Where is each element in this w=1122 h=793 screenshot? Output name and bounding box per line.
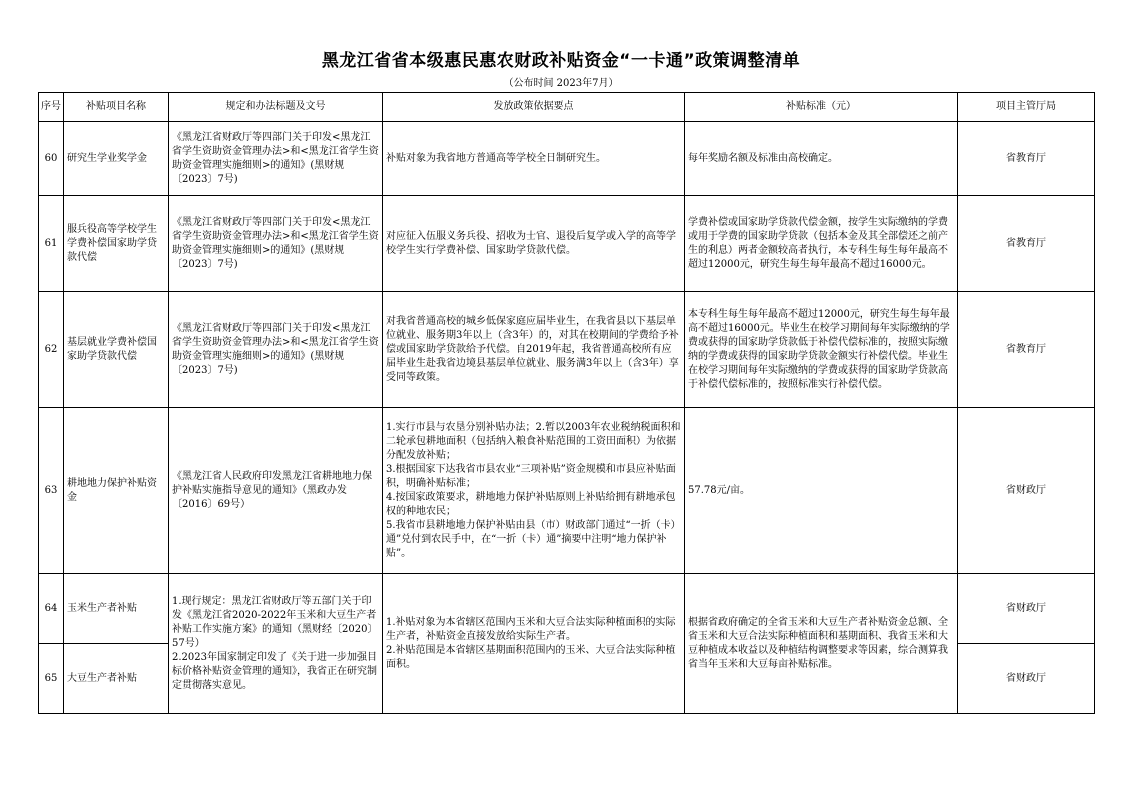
- standard-cell: 每年奖励名额及标准由高校确定。: [685, 122, 958, 196]
- standard-cell: 57.78元/亩。: [685, 408, 958, 574]
- basis-cell: 对我省普通高校的城乡低保家庭应届毕业生，在我省县以下基层单位就业、服务期3年以上（含3年）的，对其在校期间的学费给予补偿或国家助学贷款给予代偿。自2019年起，我省普通高校所有应届毕业生赴我省边境县基层单位就业、服务满3年以上（含3年）享受同等政策。: [383, 292, 685, 408]
- basis-cell: 补贴对象为我省地方普通高等学校全日制研究生。: [383, 122, 685, 196]
- name-cell: 研究生学业奖学金: [64, 122, 169, 196]
- header-regulation: 规定和办法标题及文号: [169, 93, 383, 122]
- dept-cell: 省教育厅: [958, 196, 1095, 292]
- policy-table: [38, 92, 1095, 714]
- regulation-cell-merged: 1.现行规定：黑龙江省财政厅等五部门关于印发《黑龙江省2020-2022年玉米和大豆生产者补贴工作实施方案》的通知（黑财经〔2020〕57号） 2.2023年国家制定印发了《关于进一步加强目标价格补贴资金管理的通知》，我省正在研究制定贯彻落实意见。: [169, 574, 383, 714]
- table-row: [39, 292, 1095, 408]
- dept-cell: 省财政厅: [958, 574, 1095, 644]
- page-title: 黑龙江省省本级惠民惠农财政补贴资金“一卡通”政策调整清单: [321, 51, 801, 71]
- table-row: [39, 408, 1095, 574]
- seq-cell: 63: [39, 408, 64, 574]
- basis-cell: 1.实行市县与农垦分别补贴办法；2.暂以2003年农业税纳税面积和二轮承包耕地面积（包括纳入粮食补贴范围的工资田面积）为依据分配发放补贴； 3.根据国家下达我省市县农业“三项补贴”资金规模和市县应补贴面积，明确补贴标准； 4.按国家政策要求，耕地地力保护补贴原则上补贴给拥有耕地承包权的种地农民； 5.我省市县耕地地力保护补贴由县（市）财政部门通过“一折（卡）通”兑付到农民手中，在“一折（卡）通”摘要中注明“地力保护补贴”。: [383, 408, 685, 574]
- table-row: [39, 122, 1095, 196]
- dept-cell: 省教育厅: [958, 292, 1095, 408]
- regulation-cell: 《黑龙江省财政厅等四部门关于印发<黑龙江省学生资助资金管理办法>和<黑龙江省学生资助资金管理实施细则>的通知》(黑财规〔2023〕7号): [169, 122, 383, 196]
- dept-cell: 省财政厅: [958, 408, 1095, 574]
- basis-cell: 对应征入伍服义务兵役、招收为士官、退役后复学或入学的高等学校学生实行学费补偿、国家助学贷款代偿。: [383, 196, 685, 292]
- header-basis: 发放政策依据要点: [383, 93, 685, 122]
- seq-cell: 60: [39, 122, 64, 196]
- table-row: [39, 196, 1095, 292]
- header-name: 补贴项目名称: [64, 93, 169, 122]
- seq-cell: 64: [39, 574, 64, 644]
- dept-cell: 省财政厅: [958, 644, 1095, 714]
- publish-date: （公布时间 2023年7月）: [503, 78, 619, 89]
- seq-cell: 61: [39, 196, 64, 292]
- table-row: [39, 574, 1095, 644]
- regulation-cell: 《黑龙江省财政厅等四部门关于印发<黑龙江省学生资助资金管理办法>和<黑龙江省学生资助资金管理实施细则>的通知》(黑财规〔2023〕7号): [169, 196, 383, 292]
- header-seq: 序号: [39, 93, 64, 122]
- regulation-cell: 《黑龙江省财政厅等四部门关于印发<黑龙江省学生资助资金管理办法>和<黑龙江省学生资助资金管理实施细则>的通知》(黑财规〔2023〕7号): [169, 292, 383, 408]
- standard-cell: 本专科生每生每年最高不超过12000元，研究生每生每年最高不超过16000元。毕业生在校学习期间每年实际缴纳的学费或获得的国家助学贷款低于补偿代偿标准的，按照实际缴纳的学费或获得的国家助学贷款金额实行补偿代偿。毕业生在校学习期间每年实际缴纳的学费或获得的国家助学贷款高于补偿代偿标准的，按照标准实行补偿代偿。: [685, 292, 958, 408]
- standard-cell: 学费补偿或国家助学贷款代偿金额，按学生实际缴纳的学费或用于学费的国家助学贷款（包括本金及其全部偿还之前产生的利息）两者金额较高者执行，本专科生每生每年最高不超过12000元，研究生每生每年最高不超过16000元。: [685, 196, 958, 292]
- standard-cell-merged: 根据省政府确定的全省玉米和大豆生产者补贴资金总额、全省玉米和大豆合法实际种植面积和基期面积、我省玉米和大豆种植成本收益以及种植结构调整要求等因素，综合测算我省当年玉米和大豆每亩补贴标准。: [685, 574, 958, 714]
- header-standard: 补贴标准（元）: [685, 93, 958, 122]
- seq-cell: 65: [39, 644, 64, 714]
- name-cell: 大豆生产者补贴: [64, 644, 169, 714]
- dept-cell: 省教育厅: [958, 122, 1095, 196]
- seq-cell: 62: [39, 292, 64, 408]
- name-cell: 耕地地力保护补贴资金: [64, 408, 169, 574]
- regulation-cell: 《黑龙江省人民政府印发黑龙江省耕地地力保护补贴实施指导意见的通知》（黑政办发〔2016〕69号）: [169, 408, 383, 574]
- name-cell: 基层就业学费补偿国家助学贷款代偿: [64, 292, 169, 408]
- basis-cell-merged: 1.补贴对象为本省辖区范围内玉米和大豆合法实际种植面积的实际生产者，补贴资金直接发放给实际生产者。 2.补贴范围是本省辖区基期面积范围内的玉米、大豆合法实际种植面积。: [383, 574, 685, 714]
- table-header-row: [39, 93, 1095, 122]
- name-cell: 玉米生产者补贴: [64, 574, 169, 644]
- name-cell: 服兵役高等学校学生学费补偿国家助学贷款代偿: [64, 196, 169, 292]
- header-dept: 项目主管厅局: [958, 93, 1095, 122]
